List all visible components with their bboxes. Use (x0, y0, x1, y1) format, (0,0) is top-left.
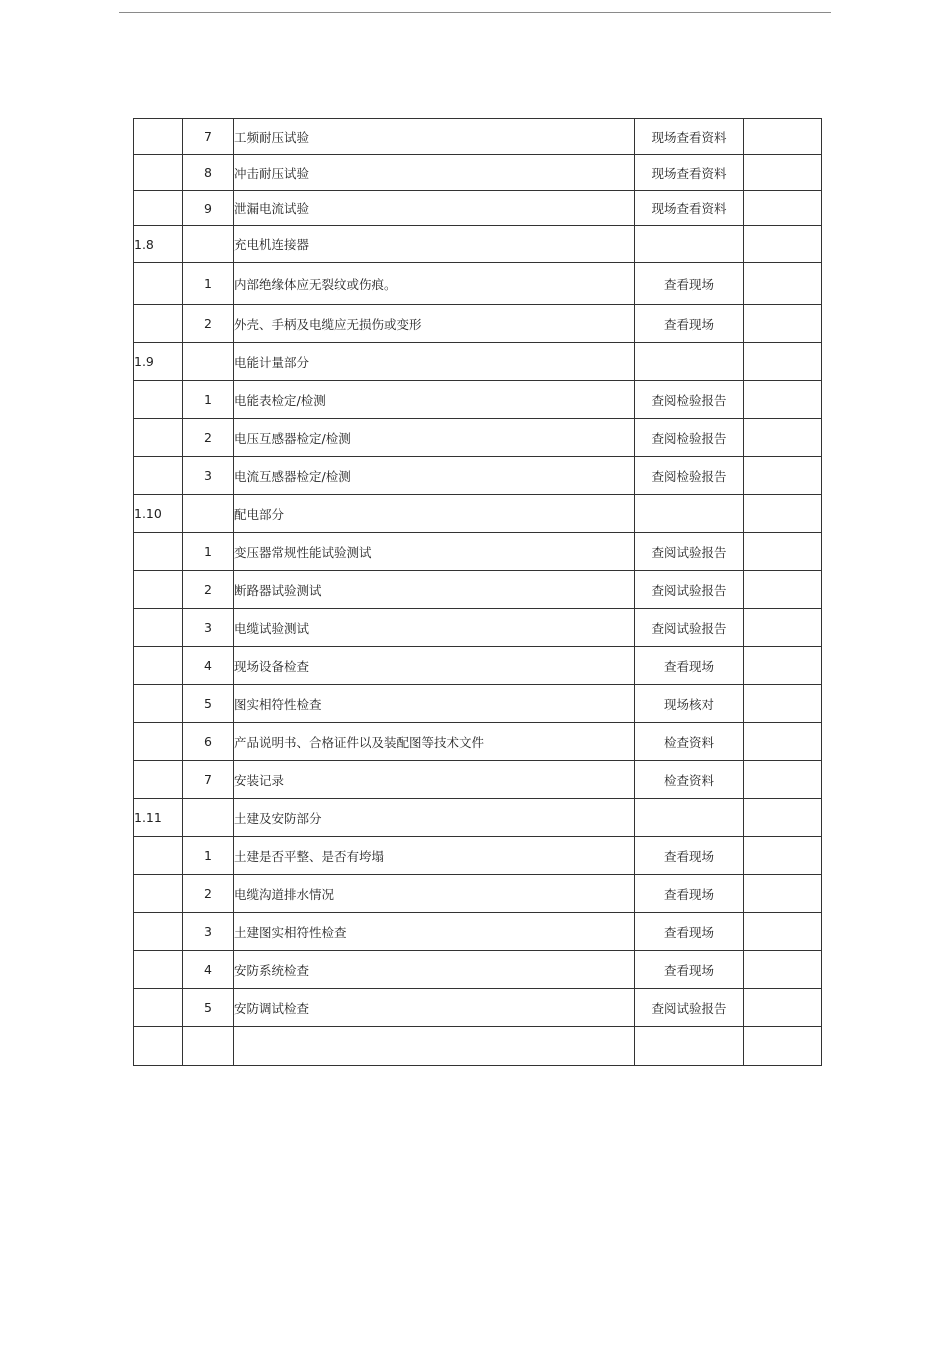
table-row (134, 263, 822, 305)
item-number (183, 495, 234, 533)
section-number (134, 837, 183, 875)
section-number (134, 647, 183, 685)
result-cell (744, 381, 822, 419)
item-number: 4 (183, 647, 234, 685)
item-number: 3 (183, 609, 234, 647)
check-method: 查阅检验报告 (635, 457, 744, 495)
check-method: 查看现场 (635, 305, 744, 343)
item-number (183, 799, 234, 837)
item-description: 断路器试验测试 (234, 571, 635, 609)
table-row (134, 305, 822, 343)
item-description: 泄漏电流试验 (234, 191, 635, 226)
item-description: 电流互感器检定/检测 (234, 457, 635, 495)
item-description: 土建图实相符性检查 (234, 913, 635, 951)
check-method: 查阅检验报告 (635, 381, 744, 419)
item-description: 内部绝缘体应无裂纹或伤痕。 (234, 263, 635, 305)
item-number: 3 (183, 457, 234, 495)
item-description: 安防调试检查 (234, 989, 635, 1027)
result-cell (744, 989, 822, 1027)
section-number (134, 305, 183, 343)
item-number: 4 (183, 951, 234, 989)
item-description: 安防系统检查 (234, 951, 635, 989)
section-number (134, 571, 183, 609)
table-row (134, 799, 822, 837)
item-number: 1 (183, 837, 234, 875)
check-method: 查看现场 (635, 647, 744, 685)
result-cell (744, 723, 822, 761)
section-number (134, 381, 183, 419)
table-row (134, 343, 822, 381)
item-number: 9 (183, 191, 234, 226)
table-row (134, 989, 822, 1027)
item-description: 现场设备检查 (234, 647, 635, 685)
result-cell (744, 761, 822, 799)
table-row (134, 191, 822, 226)
check-method: 现场查看资料 (635, 155, 744, 191)
item-number (183, 226, 234, 263)
table-row (134, 226, 822, 263)
item-description: 冲击耐压试验 (234, 155, 635, 191)
item-number: 1 (183, 533, 234, 571)
section-number: 1.8 (134, 226, 183, 263)
section-number (134, 191, 183, 226)
section-number: 1.10 (134, 495, 183, 533)
section-number (134, 457, 183, 495)
item-description: 土建是否平整、是否有垮塌 (234, 837, 635, 875)
item-number: 2 (183, 875, 234, 913)
table-row (134, 119, 822, 155)
table-row (134, 457, 822, 495)
check-method: 查阅试验报告 (635, 609, 744, 647)
result-cell (744, 226, 822, 263)
check-method: 检查资料 (635, 723, 744, 761)
result-cell (744, 305, 822, 343)
result-cell (744, 155, 822, 191)
result-cell (744, 799, 822, 837)
result-cell (744, 419, 822, 457)
table-row (134, 419, 822, 457)
result-cell (744, 263, 822, 305)
result-cell (744, 685, 822, 723)
section-number (134, 419, 183, 457)
item-number (183, 1027, 234, 1066)
header-rule (119, 12, 831, 13)
item-number: 6 (183, 723, 234, 761)
item-description: 工频耐压试验 (234, 119, 635, 155)
result-cell (744, 875, 822, 913)
table-row (134, 913, 822, 951)
item-description: 土建及安防部分 (234, 799, 635, 837)
check-method: 查看现场 (635, 263, 744, 305)
item-number: 8 (183, 155, 234, 191)
result-cell (744, 343, 822, 381)
result-cell (744, 837, 822, 875)
result-cell (744, 609, 822, 647)
section-number (134, 685, 183, 723)
table-row (134, 609, 822, 647)
section-number (134, 989, 183, 1027)
section-number (134, 155, 183, 191)
item-description: 电能表检定/检测 (234, 381, 635, 419)
check-method (635, 226, 744, 263)
check-method: 现场查看资料 (635, 119, 744, 155)
item-number: 5 (183, 989, 234, 1027)
item-description: 电压互感器检定/检测 (234, 419, 635, 457)
check-method (635, 1027, 744, 1066)
table-row (134, 875, 822, 913)
check-method: 查阅检验报告 (635, 419, 744, 457)
item-description (234, 1027, 635, 1066)
section-number (134, 119, 183, 155)
section-number (134, 533, 183, 571)
item-description: 电缆试验测试 (234, 609, 635, 647)
item-description: 配电部分 (234, 495, 635, 533)
check-method: 查看现场 (635, 913, 744, 951)
section-number: 1.9 (134, 343, 183, 381)
item-number: 1 (183, 381, 234, 419)
result-cell (744, 647, 822, 685)
check-method: 检查资料 (635, 761, 744, 799)
table-row (134, 837, 822, 875)
inspection-table (133, 118, 822, 1066)
check-method: 查看现场 (635, 951, 744, 989)
table-row (134, 533, 822, 571)
inspection-table-body (134, 119, 822, 1066)
check-method: 查阅试验报告 (635, 533, 744, 571)
check-method: 查阅试验报告 (635, 989, 744, 1027)
check-method (635, 495, 744, 533)
section-number (134, 761, 183, 799)
result-cell (744, 495, 822, 533)
item-description: 电能计量部分 (234, 343, 635, 381)
item-number: 7 (183, 761, 234, 799)
item-number: 1 (183, 263, 234, 305)
section-number (134, 1027, 183, 1066)
item-number: 2 (183, 419, 234, 457)
table-row (134, 495, 822, 533)
item-number: 7 (183, 119, 234, 155)
result-cell (744, 191, 822, 226)
check-method: 现场核对 (635, 685, 744, 723)
item-number: 3 (183, 913, 234, 951)
table-row (134, 951, 822, 989)
item-description: 充电机连接器 (234, 226, 635, 263)
section-number: 1.11 (134, 799, 183, 837)
section-number (134, 913, 183, 951)
check-method: 查阅试验报告 (635, 571, 744, 609)
check-method: 现场查看资料 (635, 191, 744, 226)
result-cell (744, 457, 822, 495)
table-row (134, 1027, 822, 1066)
check-method: 查看现场 (635, 837, 744, 875)
item-number: 2 (183, 305, 234, 343)
result-cell (744, 1027, 822, 1066)
result-cell (744, 913, 822, 951)
table-row (134, 155, 822, 191)
item-number: 2 (183, 571, 234, 609)
section-number (134, 723, 183, 761)
table-row (134, 723, 822, 761)
result-cell (744, 951, 822, 989)
section-number (134, 875, 183, 913)
result-cell (744, 571, 822, 609)
section-number (134, 263, 183, 305)
item-description: 图实相符性检查 (234, 685, 635, 723)
section-number (134, 951, 183, 989)
item-description: 产品说明书、合格证件以及装配图等技术文件 (234, 723, 635, 761)
result-cell (744, 119, 822, 155)
item-description: 电缆沟道排水情况 (234, 875, 635, 913)
item-number: 5 (183, 685, 234, 723)
item-description: 安装记录 (234, 761, 635, 799)
section-number (134, 609, 183, 647)
table-row (134, 381, 822, 419)
item-number (183, 343, 234, 381)
check-method: 查看现场 (635, 875, 744, 913)
table-row (134, 571, 822, 609)
table-row (134, 685, 822, 723)
item-description: 外壳、手柄及电缆应无损伤或变形 (234, 305, 635, 343)
table-row (134, 647, 822, 685)
table-row (134, 761, 822, 799)
result-cell (744, 533, 822, 571)
check-method (635, 799, 744, 837)
item-description: 变压器常规性能试验测试 (234, 533, 635, 571)
check-method (635, 343, 744, 381)
